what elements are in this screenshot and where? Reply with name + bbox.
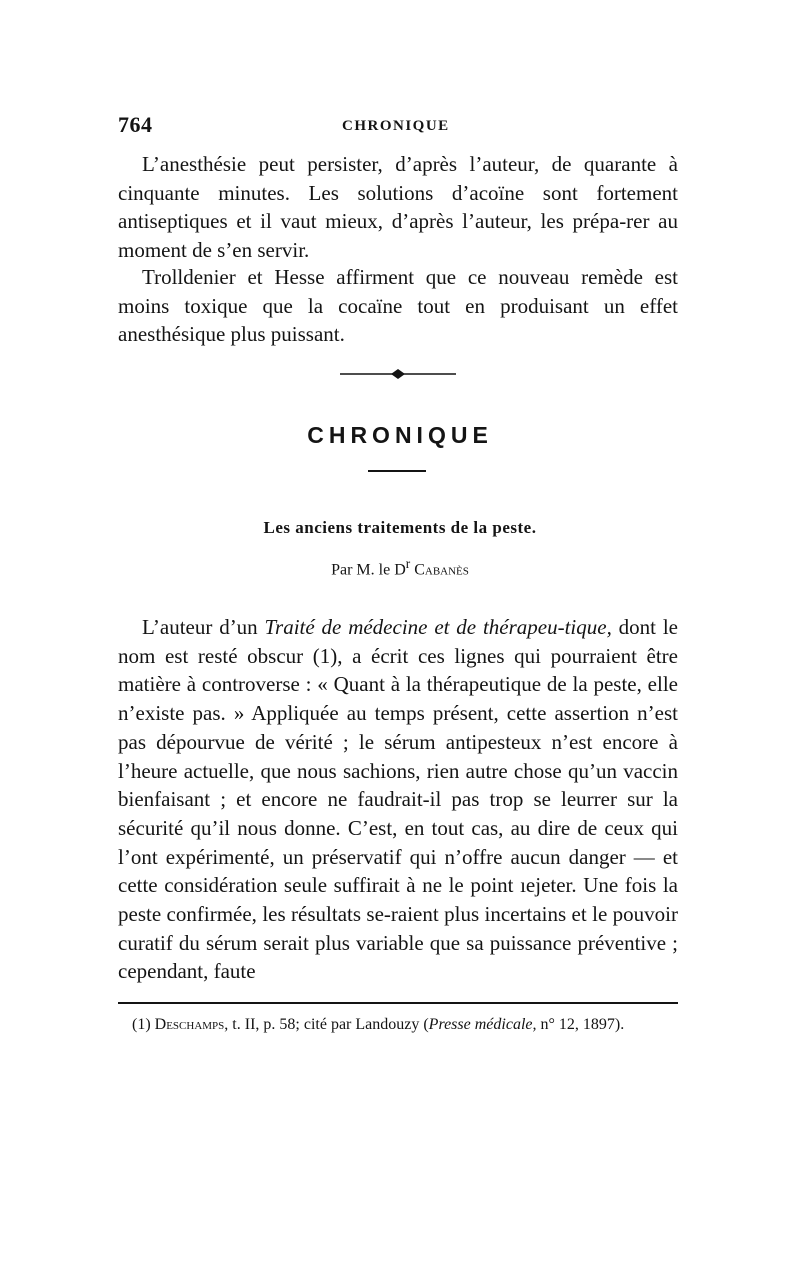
byline-sup: r — [405, 556, 411, 571]
divider-ornament — [340, 368, 456, 380]
body-italic-title: Traité de médecine et de thérapeu-tique, — [264, 615, 612, 639]
paragraph-text: L’anesthésie peut persister, d’après l’auteur, de quarante à cinquante minutes. Les solutions d’acoïne sont fortement antiseptiques et il vaut mieux, d’après l’auteur, les prépa-rer au moment de s’en servir. — [118, 152, 678, 262]
body-part-1: L’auteur d’un — [142, 615, 265, 639]
page-header — [118, 112, 678, 142]
footnote — [118, 1014, 678, 1036]
running-head: CHRONIQUE — [342, 118, 450, 134]
body-part-2: dont le nom est resté obscur (1), a écrit ces lignes qui pourraient être matière à controverse : « Quant à la thérapeutique de la peste, elle n’existe pas. » Appliquée au temps présent, cette assertion n’est pas dépourvue de vérité ; le sérum antipesteux n’est encore à l’heure actuelle, que nous sachions, rien autre chose qu’un vaccin bienfaisant ; et encore ne faudrait-il pas trop se leurrer sur la sécurité qu’il nous donne. C’est, en tout cas, au dire de ceux qui l’ont expérimenté, un préservatif qui n’offre aucun danger — et cette considération seule suffirait à ne le point ıejeter. Une fois la peste confirmée, les résultats se-raient plus incertains et le pouvoir curatif du sérum serait plus variable que sa puissance préventive ; cependant, faute — [118, 615, 678, 984]
article-byline — [0, 556, 800, 579]
footnote-rule — [118, 1002, 678, 1004]
byline-prefix: Par M. le D — [331, 561, 406, 579]
paragraph-anesthesia — [118, 150, 678, 264]
page-number: 764 — [118, 112, 153, 137]
footnote-journal: Presse médicale, — [428, 1016, 537, 1033]
byline-author: Cabanès — [414, 561, 469, 579]
paragraph-trolldenier — [118, 263, 678, 349]
article-body — [118, 613, 678, 986]
footnote-issue: n° 12, 1897). — [536, 1016, 625, 1033]
footnote-author: Deschamps — [154, 1016, 225, 1033]
paragraph-text: Trolldenier et Hesse affirment que ce nouveau remède est moins toxique que la cocaïne tout en produisant un effet anesthésique plus puissant. — [118, 265, 678, 346]
section-rule — [368, 470, 426, 472]
footnote-ref: , t. II, p. 58; cité par Landouzy ( — [224, 1016, 429, 1033]
footnote-marker: (1) — [132, 1016, 155, 1033]
section-title: CHRONIQUE — [307, 422, 493, 448]
article-title: Les anciens traitements de la peste. — [263, 518, 537, 537]
